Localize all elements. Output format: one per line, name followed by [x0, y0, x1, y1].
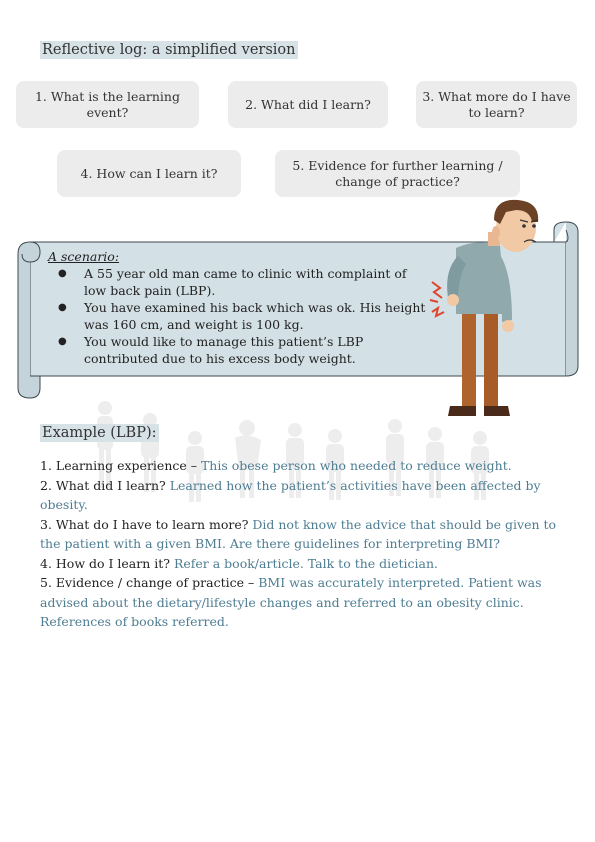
scenario-bullet-text: You have examined his back which was ok. His height was 160 cm, and weight is 100 kg.: [84, 300, 426, 332]
example-item: [40, 515, 570, 554]
bullet-icon: ●: [58, 336, 67, 347]
example-label: 3. What do I have to learn more?: [40, 516, 253, 532]
example-heading: Example (LBP):: [42, 425, 157, 441]
scenario-bullet-text: A 55 year old man came to clinic with complaint of low back pain (LBP).: [84, 266, 407, 298]
example-answer: BMI was accurately interpreted. Patient was advised about the dietary/lifestyle changes and referred to an obesity clinic. References of books referred.: [40, 575, 542, 629]
example-list: [40, 456, 570, 632]
example-item: [40, 476, 570, 515]
example-label: 2. What did I learn?: [40, 477, 170, 493]
question-text: 1. What is the learning event?: [34, 88, 180, 120]
example-answer: Refer a book/article. Talk to the dietician.: [173, 555, 439, 571]
example-item: [40, 573, 570, 632]
scenario-bullet-text: You would like to manage this patient’s LBP contributed due to his excess body weight.: [84, 334, 364, 366]
example-item: [40, 554, 570, 574]
bullet-icon: ●: [58, 268, 67, 279]
scenario-bullet: [48, 333, 428, 367]
question-text: 4. How can I learn it?: [80, 165, 218, 181]
example-label: 4. How do I learn it?: [40, 555, 174, 571]
bullet-icon: ●: [58, 302, 67, 313]
example-answer: Learned how the patient’s activities have been affected by obesity.: [40, 477, 541, 512]
scenario-bullet: [48, 299, 428, 333]
question-text: 3. What more do I have to learn?: [422, 88, 571, 120]
example-answer: This obese person who needed to reduce weight.: [200, 458, 512, 473]
question-text: 2. What did I learn?: [245, 96, 371, 112]
example-label: 5. Evidence / change of practice –: [40, 575, 259, 590]
page-title: Reflective log: a simplified version: [42, 42, 296, 58]
example-item: [40, 456, 570, 476]
scenario-heading: A scenario:: [48, 249, 120, 264]
scenario-bullet: [48, 265, 428, 299]
example-label: 1. Learning experience –: [40, 458, 201, 473]
example-answer: Did not know the advice that should be given to the patient with a given BMI. Are there guidelines for interpreting BMI?: [40, 516, 557, 551]
question-text: 5. Evidence for further learning / change of practice?: [292, 157, 503, 189]
scenario-list: [48, 265, 428, 367]
scenario-block: [48, 248, 428, 367]
